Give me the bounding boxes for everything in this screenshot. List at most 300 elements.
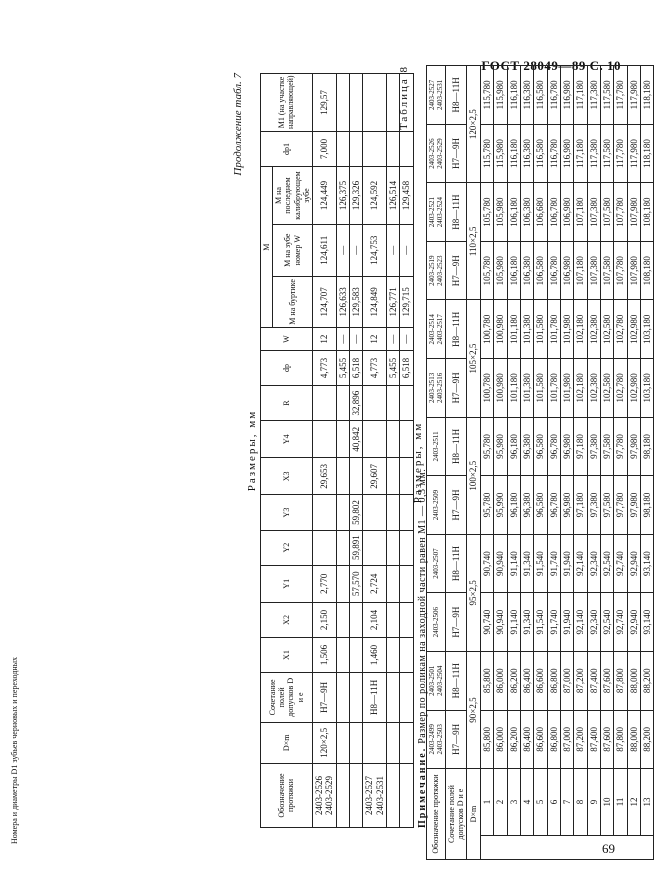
- table7-header-cell: M1 (на участке направляющей): [261, 74, 313, 132]
- table8-row-label: D×m: [467, 769, 480, 860]
- table7-cell-mm: 129,57: [312, 74, 336, 132]
- table8-col-header: 2403-2527 2403-2531: [427, 66, 446, 125]
- table-row: [587, 66, 600, 860]
- table8-tooth-number: 12: [627, 769, 640, 836]
- table-row: [336, 74, 349, 828]
- table8-cell: 97,580: [600, 417, 613, 476]
- table7-cell-w: —: [349, 328, 362, 351]
- table7-header-cell: R: [261, 386, 313, 421]
- table8-cell: 88,200: [640, 710, 653, 769]
- table7-cell-x3: 29,653: [312, 458, 336, 495]
- table7-header-cell: D×m: [261, 722, 313, 763]
- table-row: [446, 66, 467, 860]
- table7-cell-tol: [349, 673, 362, 723]
- table8-cell: 86,200: [507, 710, 520, 769]
- table7-header-cell: X3: [261, 458, 313, 495]
- table8-cell: 91,140: [507, 593, 520, 652]
- table7-cell-w: 12: [312, 328, 336, 351]
- table8-cell: 116,980: [560, 124, 573, 183]
- table8-cell: 118,180: [640, 66, 653, 125]
- table8-tolerance: H8—11H: [446, 417, 467, 476]
- table7-cell-y1: [336, 565, 349, 602]
- table7-cell-name: [349, 763, 362, 827]
- table8-cell: 92,940: [627, 593, 640, 652]
- table7-header-cell: X1: [261, 637, 313, 672]
- table8-dm-group: 95×2,5: [467, 534, 480, 651]
- table8-cell: 87,200: [574, 651, 587, 710]
- table7-cell-mm: [349, 74, 362, 132]
- table7-cell-w: —: [387, 328, 400, 351]
- table7-cell-x1: 1,460: [363, 637, 387, 672]
- table8-cell: 97,580: [600, 476, 613, 535]
- table8-cell: 117,580: [600, 66, 613, 125]
- table8-cell: 97,780: [614, 417, 627, 476]
- table7-cell-dp: 6,518: [349, 350, 362, 385]
- table7-cell-x3: 29,607: [363, 458, 387, 495]
- table8-tolerance: H8—11H: [446, 651, 467, 710]
- table8-cell: 117,780: [614, 66, 627, 125]
- table8-cell: 102,380: [587, 300, 600, 359]
- table7-cell-tol: H8—11H: [363, 673, 387, 723]
- table8-cell: 92,140: [574, 534, 587, 593]
- table8-tooth-number: 4: [520, 769, 533, 836]
- table7-cell-y2: [312, 530, 336, 565]
- table7-cell-m3: 124,449: [312, 167, 336, 225]
- table8-tooth-number: 10: [600, 769, 613, 836]
- table8-cell: 86,800: [547, 651, 560, 710]
- table7-cell-name: [336, 763, 349, 827]
- table8-row-label: Сочетание полей допусков D и e: [446, 769, 467, 860]
- table7-cell-x2: 2,150: [312, 602, 336, 637]
- table8-cell: 116,180: [507, 124, 520, 183]
- table7-cell-m3: 124,592: [363, 167, 387, 225]
- table7-cell-y3: [312, 495, 336, 530]
- table7-header-cell: M на последнем калибрующем зубе: [273, 167, 313, 225]
- table8-tooth-number: 6: [547, 769, 560, 836]
- table8-cell: 105,980: [494, 241, 507, 300]
- table8-cell: 92,340: [587, 534, 600, 593]
- table-row: [349, 74, 362, 828]
- table8-col-header: 2403-2507: [427, 534, 446, 593]
- table7-cell-mm: [363, 74, 387, 132]
- table8-cell: 117,980: [627, 66, 640, 125]
- table8-cell: 101,980: [560, 300, 573, 359]
- table7-cell-y3: [363, 495, 387, 530]
- table8-cell: 116,580: [534, 66, 547, 125]
- table8-cell: 115,980: [494, 66, 507, 125]
- table7-cell-m2: —: [336, 224, 349, 276]
- table8-cell: 106,180: [507, 241, 520, 300]
- table8-cell: 96,580: [534, 476, 547, 535]
- table8-tooth-number: 8: [574, 769, 587, 836]
- table7-header-cell: dp1: [261, 131, 313, 166]
- table7-cell-y2: [336, 530, 349, 565]
- table7-header-cell: Y4: [261, 421, 313, 458]
- table7-cell-m1: 126,771: [387, 276, 400, 328]
- table8-cell: 96,980: [560, 476, 573, 535]
- table8-cell: 93,140: [640, 534, 653, 593]
- table8-cell: 87,600: [600, 651, 613, 710]
- table7-cell-w: —: [400, 328, 413, 351]
- table7-cell-dp1: 7,000: [312, 131, 336, 166]
- table8-cell: 92,540: [600, 593, 613, 652]
- table7-cell-dp1: [363, 131, 387, 166]
- table8-cell: 106,980: [560, 183, 573, 242]
- table8-cell: 115,980: [494, 124, 507, 183]
- table8-cell: 101,780: [547, 359, 560, 418]
- table-row: [560, 66, 573, 860]
- table7-cell-m1: 124,707: [312, 276, 336, 328]
- table8-cell: 107,580: [600, 183, 613, 242]
- table7-note-text: Размер по роликам на заходной части равен M1 — 0,3 мм.: [416, 468, 428, 744]
- table8: [426, 65, 654, 860]
- table7-cell-y3: [336, 495, 349, 530]
- table8-dm-group: 100×2,5: [467, 417, 480, 534]
- table8-col-header: 2403-2521 2403-2524: [427, 183, 446, 242]
- table8-cell: 92,540: [600, 534, 613, 593]
- table8-cell: 116,780: [547, 66, 560, 125]
- table8-cell: 96,180: [507, 476, 520, 535]
- table8-col-header: 2403-2519 2403-2523: [427, 241, 446, 300]
- table7-cell-m2: —: [349, 224, 362, 276]
- table7-cell-x1: [349, 637, 362, 672]
- table8-cell: 87,800: [614, 651, 627, 710]
- table7-cell-x1: [336, 637, 349, 672]
- table8-cell: 95,980: [494, 417, 507, 476]
- table8-cell: 86,000: [494, 710, 507, 769]
- table7-cell-tol: [336, 673, 349, 723]
- table8-tooth-number: 9: [587, 769, 600, 836]
- table8-cell: 106,580: [534, 241, 547, 300]
- table8-cell: 116,380: [520, 124, 533, 183]
- table8-col-header: 2403-2501 2403-2504: [427, 651, 446, 710]
- table8-cell: 107,780: [614, 241, 627, 300]
- table8-cell: 106,780: [547, 241, 560, 300]
- table7-cell-name: 2403-2527 2403-2531: [363, 763, 387, 827]
- table7-continuation-label: Продолжение табл. 7: [232, 73, 244, 176]
- table8-cell: 88,000: [627, 710, 640, 769]
- table7-cell-m2: 124,611: [312, 224, 336, 276]
- table8-cell: 105,980: [494, 183, 507, 242]
- table8-cell: 95,780: [480, 417, 493, 476]
- table8-tooth-number: 1: [480, 769, 493, 836]
- table8-tolerance: H7—9H: [446, 593, 467, 652]
- table7-header-cell: W: [261, 328, 313, 351]
- table8-cell: 107,380: [587, 241, 600, 300]
- table8-cell: 101,780: [547, 300, 560, 359]
- table8-row-label: Обозначение протяжки: [427, 769, 446, 860]
- table8-tooth-number: 13: [640, 769, 653, 836]
- table7-cell-mm: [336, 74, 349, 132]
- table-row: [520, 66, 533, 860]
- table8-cell: 90,940: [494, 534, 507, 593]
- table8-cell: 91,740: [547, 593, 560, 652]
- table8-tolerance: H8—11H: [446, 300, 467, 359]
- table8-cell: 106,980: [560, 241, 573, 300]
- table8-cell: 87,000: [560, 710, 573, 769]
- table8-tooth-number: 5: [534, 769, 547, 836]
- table8-cell: 101,380: [520, 359, 533, 418]
- table8-cell: 106,380: [520, 183, 533, 242]
- table7-cell-y4: [363, 421, 387, 458]
- table7-title: Размеры, мм: [246, 409, 258, 492]
- page-header: ГОСТ 28049—89 С. 10: [481, 58, 621, 73]
- table8-cell: 87,000: [560, 651, 573, 710]
- table8-cell: 102,180: [574, 300, 587, 359]
- table7-cell-y4: 40,842: [349, 421, 362, 458]
- table8-cell: 106,380: [520, 241, 533, 300]
- table8-block: [398, 65, 654, 860]
- table8-cell: 96,380: [520, 417, 533, 476]
- table8-cell: 91,540: [534, 593, 547, 652]
- table8-cell: 97,980: [627, 417, 640, 476]
- table8-cell: 105,780: [480, 241, 493, 300]
- table7-cell-y1: 2,724: [363, 565, 387, 602]
- table8-col-header: 2403-2499 2403-2503: [427, 710, 446, 769]
- table8-cell: 117,380: [587, 66, 600, 125]
- table8-tolerance: H7—9H: [446, 359, 467, 418]
- table8-cell: 87,400: [587, 710, 600, 769]
- table-row: [600, 66, 613, 860]
- table8-cell: 86,000: [494, 651, 507, 710]
- table7-cell-dm: 120×2,5: [312, 722, 336, 763]
- table7-header-m-group: M: [261, 167, 273, 328]
- page-number: 69: [602, 841, 615, 856]
- table8-cell: 97,380: [587, 417, 600, 476]
- table8-cell: 97,780: [614, 476, 627, 535]
- table8-cell: 102,580: [600, 300, 613, 359]
- table8-cell: 98,180: [640, 417, 653, 476]
- table-row: [480, 66, 493, 860]
- table8-cell: 86,600: [534, 710, 547, 769]
- table7-cell-dm: [336, 722, 349, 763]
- table7-cell-x3: [336, 458, 349, 495]
- table8-cell: 92,940: [627, 534, 640, 593]
- table8-col-header: 2403-2526 2403-2529: [427, 124, 446, 183]
- table7-header-cell: Y1: [261, 565, 313, 602]
- table7-cell-m2: 124,753: [363, 224, 387, 276]
- table8-cell: 106,680: [534, 183, 547, 242]
- table7-header-cell: M на зубе номер W: [273, 224, 313, 276]
- table8-cell: 108,180: [640, 183, 653, 242]
- table8-title: Размеры, мм: [412, 421, 424, 504]
- table7-cell-y1: 57,570: [349, 565, 362, 602]
- table8-cell: 96,580: [534, 417, 547, 476]
- table7-cell-w: 12: [363, 328, 387, 351]
- table8-cell: 101,580: [534, 300, 547, 359]
- table8-cell: 92,340: [587, 593, 600, 652]
- table8-cell: 115,780: [480, 66, 493, 125]
- table8-cell: 102,980: [627, 300, 640, 359]
- table7-cell-dp1: [349, 131, 362, 166]
- table8-cell: 117,180: [574, 124, 587, 183]
- table8-cell: 86,200: [507, 651, 520, 710]
- table8-tolerance: H8—11H: [446, 183, 467, 242]
- table7-cell-x1: 1,506: [312, 637, 336, 672]
- table7-cell-dm: [363, 722, 387, 763]
- table8-cell: 85,800: [480, 651, 493, 710]
- table7-cell-m1: 124,849: [363, 276, 387, 328]
- table7-cell-dm: [349, 722, 362, 763]
- table7-cell-x2: 2,104: [363, 602, 387, 637]
- table7-cell-tol: H7—9H: [312, 673, 336, 723]
- table8-tolerance: H7—9H: [446, 241, 467, 300]
- table8-cell: 101,380: [520, 300, 533, 359]
- table7-cell-dp: 4,773: [312, 350, 336, 385]
- table7-cell-m2: —: [400, 224, 413, 276]
- table8-cell: 86,400: [520, 651, 533, 710]
- table7-cell-y2: [363, 530, 387, 565]
- table8-cell: 100,980: [494, 300, 507, 359]
- table8-cell: 100,780: [480, 300, 493, 359]
- table8-cell: 95,990: [494, 476, 507, 535]
- table8-cell: 117,980: [627, 124, 640, 183]
- table8-cell: 106,180: [507, 183, 520, 242]
- table7-header-cell: X2: [261, 602, 313, 637]
- table8-tooth-number: 2: [494, 769, 507, 836]
- table8-cell: 87,800: [614, 710, 627, 769]
- table-row: [547, 66, 560, 860]
- table7-cell-y3: 59,802: [349, 495, 362, 530]
- table8-cell: 95,780: [480, 476, 493, 535]
- table7-cell-name: 2403-2526 2403-2529: [312, 763, 336, 827]
- table7-cell-w: —: [336, 328, 349, 351]
- table8-col-header: 2403-2509: [427, 476, 446, 535]
- table8-tooth-number: 3: [507, 769, 520, 836]
- table7-cell-m1: 129,583: [349, 276, 362, 328]
- table8-dm-group: 120×2,5: [467, 66, 480, 183]
- table7-cell-y2: 59,891: [349, 530, 362, 565]
- table8-cell: 107,380: [587, 183, 600, 242]
- table8-cell: 87,400: [587, 651, 600, 710]
- table8-cell: 91,740: [547, 534, 560, 593]
- table8-cell: 90,940: [494, 593, 507, 652]
- table8-cell: 102,780: [614, 300, 627, 359]
- table8-dm-group: 110×2,5: [467, 183, 480, 300]
- table7: [260, 73, 414, 828]
- table8-cell: 117,780: [614, 124, 627, 183]
- table8-col-header: 2403-2511: [427, 417, 446, 476]
- table8-tolerance: H8—11H: [446, 66, 467, 125]
- table8-cell: 108,180: [640, 241, 653, 300]
- table8-cell: 101,180: [507, 359, 520, 418]
- table8-side-caption: Номера и диаметры D1 зубьев черновых и переходных: [10, 656, 19, 844]
- table8-cell: 107,180: [574, 241, 587, 300]
- table7-cell-x2: [336, 602, 349, 637]
- table8-cell: 87,600: [600, 710, 613, 769]
- table7-cell-dp: 4,773: [363, 350, 387, 385]
- table8-cell: 100,780: [480, 359, 493, 418]
- table7-cell-y4: [312, 421, 336, 458]
- table8-cell: 100,980: [494, 359, 507, 418]
- table7-cell-x2: [349, 602, 362, 637]
- table8-cell: 116,980: [560, 66, 573, 125]
- table-row: [614, 66, 627, 860]
- table8-cell: 90,740: [480, 534, 493, 593]
- table8-col-header: 2403-2513 2403-2516: [427, 359, 446, 418]
- table8-tolerance: H8—11H: [446, 534, 467, 593]
- table7-cell-m3: 126,375: [336, 167, 349, 225]
- table8-cell: 116,380: [520, 66, 533, 125]
- table7-cell-r: [336, 386, 349, 421]
- table8-cell: 85,800: [480, 710, 493, 769]
- table8-cell: 96,780: [547, 476, 560, 535]
- table8-cell: 117,380: [587, 124, 600, 183]
- table7-cell-dp: 6,518: [400, 350, 413, 385]
- table8-cell: 101,180: [507, 300, 520, 359]
- table8-cell: 107,980: [627, 183, 640, 242]
- table8-cell: 97,180: [574, 417, 587, 476]
- table8-cell: 91,140: [507, 534, 520, 593]
- table7-cell-dp: 5,455: [387, 350, 400, 385]
- table8-cell: 92,740: [614, 593, 627, 652]
- table8-cell: 96,980: [560, 417, 573, 476]
- table8-cell: 116,780: [547, 124, 560, 183]
- table8-cell: 93,140: [640, 593, 653, 652]
- table8-cell: 101,980: [560, 359, 573, 418]
- table8-cell: 86,600: [534, 651, 547, 710]
- table7-cell-r: 32,896: [349, 386, 362, 421]
- table7-cell-y4: [336, 421, 349, 458]
- table7-cell-m3: 126,514: [387, 167, 400, 225]
- table7-header-cell: M на буртике: [273, 276, 313, 328]
- table8-cell: 107,580: [600, 241, 613, 300]
- table8-cell: 102,980: [627, 359, 640, 418]
- table8-cell: 91,940: [560, 593, 573, 652]
- table7-cell-y1: 2,770: [312, 565, 336, 602]
- table8-cell: 106,780: [547, 183, 560, 242]
- table8-cell: 103,180: [640, 300, 653, 359]
- table8-side-cell: [480, 835, 653, 859]
- table8-cell: 96,780: [547, 417, 560, 476]
- table-row: [507, 66, 520, 860]
- table8-cell: 92,740: [614, 534, 627, 593]
- table7-header-cell: Y3: [261, 495, 313, 530]
- table8-cell: 96,380: [520, 476, 533, 535]
- table8-cell: 91,940: [560, 534, 573, 593]
- table8-cell: 97,980: [627, 476, 640, 535]
- table8-cell: 115,780: [480, 124, 493, 183]
- table8-cell: 102,180: [574, 359, 587, 418]
- table7-cell-r: [312, 386, 336, 421]
- table8-cell: 88,000: [627, 651, 640, 710]
- table8-col-header: 2403-2514 2403-2517: [427, 300, 446, 359]
- table-row: [467, 66, 480, 860]
- table8-cell: 117,580: [600, 124, 613, 183]
- table7-cell-r: [363, 386, 387, 421]
- table8-tolerance: H7—9H: [446, 124, 467, 183]
- table-row: [494, 66, 507, 860]
- table8-cell: 96,180: [507, 417, 520, 476]
- table8-cell: 91,340: [520, 534, 533, 593]
- table8-cell: 107,180: [574, 183, 587, 242]
- table-row: [312, 74, 336, 828]
- table-row: [574, 66, 587, 860]
- table8-tolerance: H7—9H: [446, 476, 467, 535]
- table8-cell: 102,380: [587, 359, 600, 418]
- table8-cell: 117,180: [574, 66, 587, 125]
- table7-cell-m2: —: [387, 224, 400, 276]
- table8-cell: 102,580: [600, 359, 613, 418]
- table8-cell: 91,340: [520, 593, 533, 652]
- table8-cell: 91,540: [534, 534, 547, 593]
- table8-cell: 97,180: [574, 476, 587, 535]
- table8-cell: 86,400: [520, 710, 533, 769]
- table8-col-header: 2403-2506: [427, 593, 446, 652]
- table-row: [640, 66, 653, 860]
- table7-cell-m1: 129,715: [400, 276, 413, 328]
- table7-cell-dp1: [336, 131, 349, 166]
